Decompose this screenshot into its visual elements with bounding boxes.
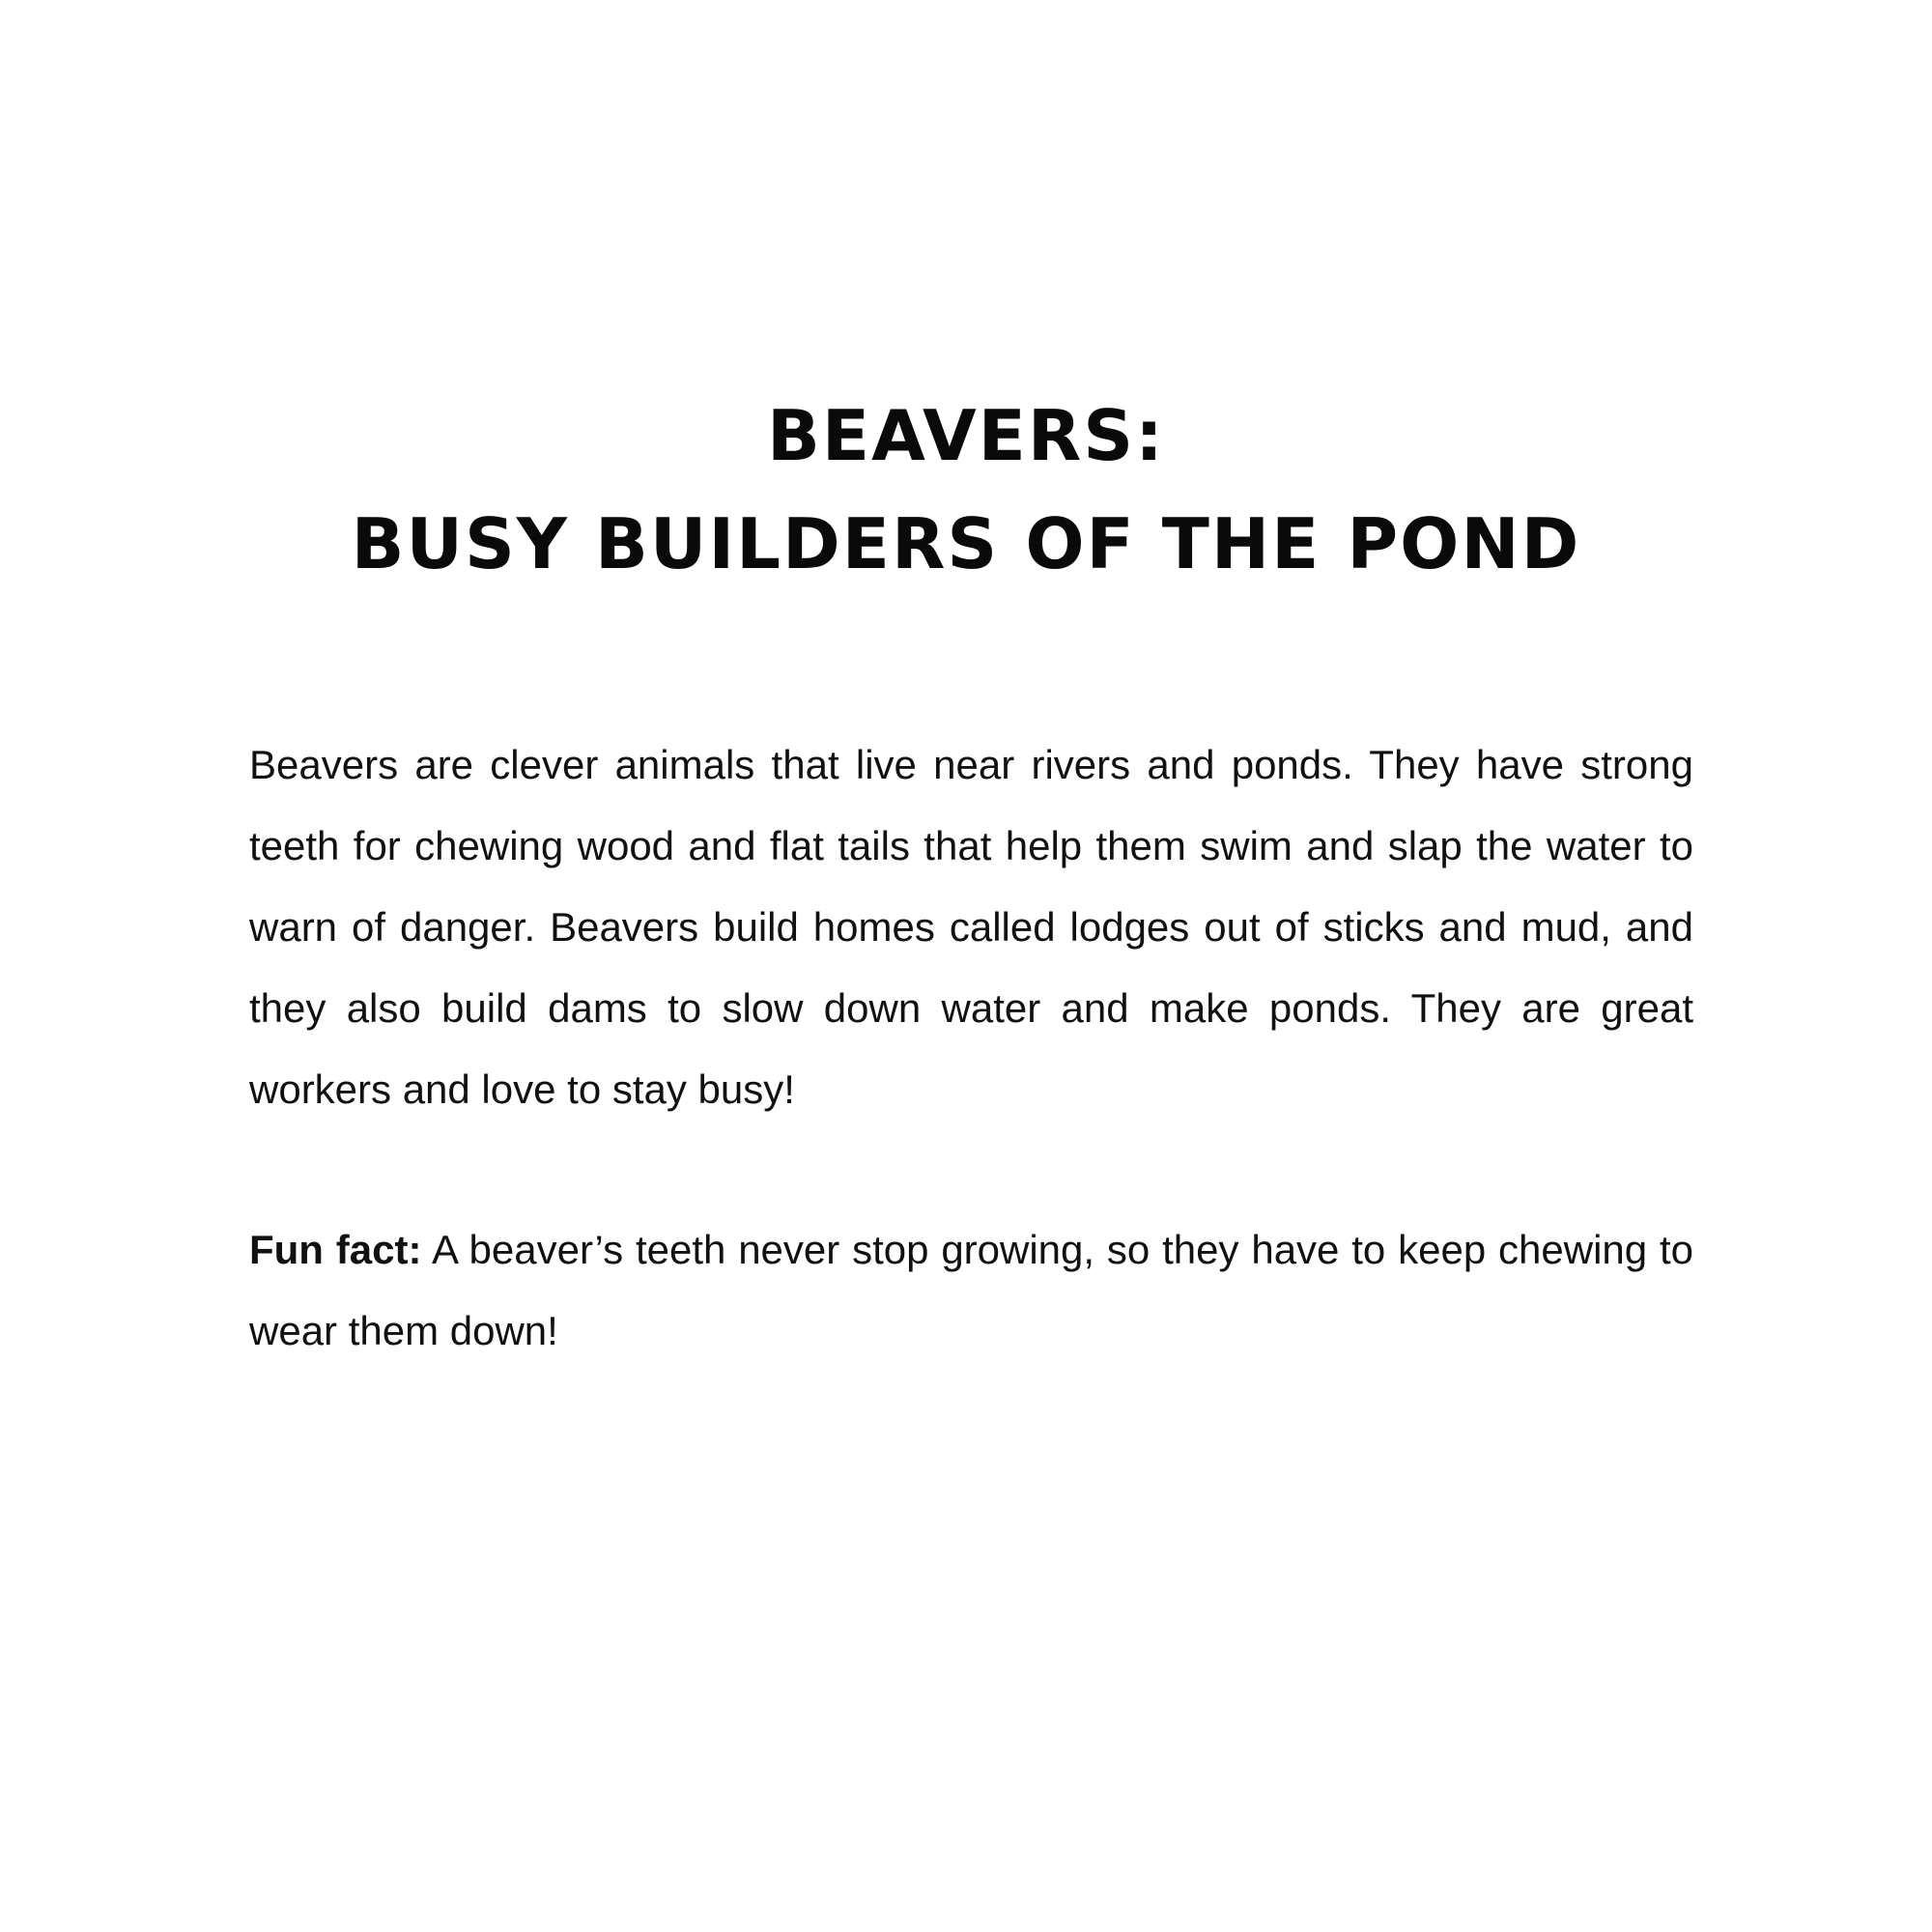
body-paragraph: Beavers are clever animals that live near rivers and ponds. They have strong teeth for chewing wood and flat tails that help them swim and slap the water to warn of danger. Beavers build homes called lodges out of sticks and mud, and they also build dams to slow down water and make ponds. They are great workers and love to stay busy! [249, 742, 1693, 1112]
title-line-1: BEAVERS: [767, 395, 1165, 476]
fun-fact-text: A beaver’s teeth never stop growing, so they have to keep chewing to wear them down! [249, 1227, 1693, 1353]
title-line-2: BUSY BUILDERS OF THE POND [351, 503, 1581, 584]
fun-fact-paragraph [249, 1209, 1693, 1372]
fun-fact-label: Fun fact: [249, 1227, 422, 1272]
page-title [0, 382, 1932, 598]
